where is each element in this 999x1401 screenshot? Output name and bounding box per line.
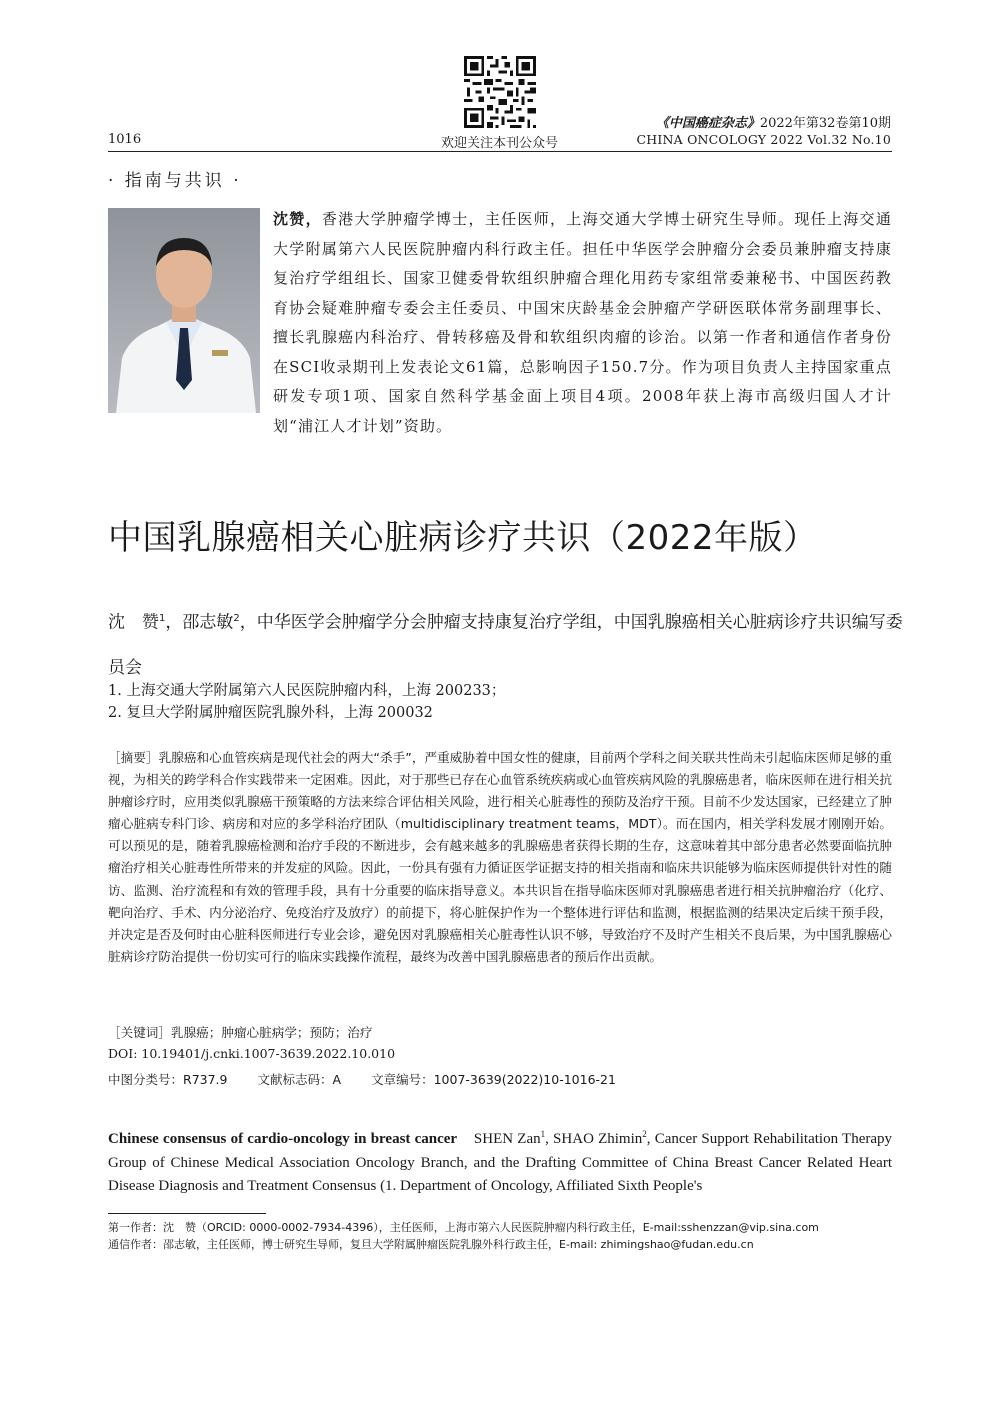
doc-code-label: 文献标志码： (257, 1072, 333, 1087)
journal-citation-en: CHINA ONCOLOGY 2022 Vol.32 No.10 (636, 132, 891, 147)
abstract (108, 747, 892, 968)
english-title: Chinese consensus of cardio-oncology in breast cancer (108, 1131, 458, 1147)
english-title-block (108, 1123, 892, 1199)
clc-label: 中图分类号： (108, 1072, 184, 1087)
affiliations (108, 680, 505, 724)
author-list (108, 596, 908, 691)
doc-code-value: A (332, 1072, 342, 1087)
page-number: 1016 (108, 132, 142, 147)
english-author-1-affil: 1 (540, 1129, 546, 1139)
bio-text: 香港大学肿瘤学博士，主任医师，上海交通大学博士研究生导师。现任上海交通大学附属第六人民医院肿瘤内科行政主任。担任中华医学会肿瘤分会委员兼肿瘤支持康复治疗学组组长、国家卫健委骨软组织肿瘤合理化用药专家组常委兼秘书、中国医药教育协会疑难肿瘤专委会主任委员、中国宋庆龄基金会肿瘤产学研医联体常务副理事长、擅长乳腺癌内科治疗、骨转移癌及骨和软组织肉瘤的诊治。以第一作者和通信作者身份在SCI收录期刊上发表论文61篇，总影响因子150.7分。作为项目负责人主持国家重点研发专项1项、国家自然科学基金面上项目4项。2008年获上海市高级归国人才计划“浦江人才计划”资助。 (273, 210, 892, 435)
affiliation-1: 1. 上海交通大学附属第六人民医院肿瘤内科，上海 200233； (108, 683, 506, 699)
footnote-corresponding-author: 通信作者：邵志敏，主任医师，博士研究生导师，复旦大学附属肿瘤医院乳腺外科行政主任，E-mail: zhimingshao@fudan.edu.cn (108, 1238, 754, 1251)
footnote-first-author: 第一作者：沈 赞（ORCID: 0000-0002-7934-4396），主任医师，上海市第六人民医院肿瘤内科行政主任，E-mail:sshenzzan@vip.sina.com (108, 1221, 819, 1234)
journal-citation-cn (656, 112, 891, 131)
author-sep: ， (165, 612, 183, 633)
clc-value: R737.9 (183, 1072, 228, 1087)
author-1-affil: 1 (159, 613, 166, 624)
bio-name: 沈赞， (273, 210, 322, 228)
qr-code (464, 56, 536, 128)
abstract-label: ［摘要］ (108, 750, 159, 765)
qr-code-graphic (464, 56, 536, 128)
doi: DOI: 10.19401/j.cnki.1007-3639.2022.10.010 (108, 1046, 396, 1061)
qr-caption: 欢迎关注本刊公众号 (440, 136, 558, 151)
english-author-2: , SHAO Zhimin (545, 1131, 643, 1147)
journal-name-cn: 《中国癌症杂志》 (655, 116, 760, 131)
article-number-label: 文章编号： (371, 1072, 434, 1087)
english-author-2-affil: 2 (642, 1129, 647, 1139)
author-bio (108, 205, 892, 441)
abstract-text: 乳腺癌和心血管疾病是现代社会的两大“杀手”，严重威胁着中国女性的健康，目前两个学科之间关联共性尚未引起临床医师足够的重视，为相关的跨学科合作实践带来一定困难。因此，对于那些已存在心血管系统疾病或心血管疾病风险的乳腺癌患者，临床医师在进行相关抗肿瘤诊疗时，应用类似乳腺癌干预策略的方法来综合评估相关风险，进行相关心脏毒性的预防及治疗干预。目前不少发达国家，已经建立了肿瘤心脏病专科门诊、病房和对应的多学科治疗团队（multidisciplinary treatment teams，MDT）。而在国内，相关学科发展才刚刚开始。可以预见的是，随着乳腺癌检测和治疗手段的不断进步，会有越来越多的乳腺癌患者获得长期的生存，这意味着其中部分患者必然要面临抗肿瘤治疗相关心脏毒性所带来的并发症的风险。因此，一份具有强有力循证医学证据支持的相关指南和临床共识能够为临床医师提供针对性的随访、监测、治疗流程和有效的管理手段，具有十分重要的临床指导意义。本共识旨在指导临床医师对乳腺癌患者进行相关抗肿瘤治疗（化疗、靶向治疗、手术、内分泌治疗、免疫治疗及放疗）的前提下，将心脏保护作为一个整体进行评估和监测，根据监测的结果决定后续干预手段，并决定是否及何时由心脏科医师进行专业会诊，避免因对乳腺癌相关心脏毒性认识不够，导致治疗不及时产生相关不良后果，为中国乳腺癌心脏病诊疗防治提供一份切实可行的临床实践操作流程，最终为改善中国乳腺癌患者的预后作出贡献。 (108, 750, 892, 964)
english-author-1: SHEN Zan (473, 1131, 541, 1147)
footnote-rule (108, 1213, 266, 1214)
author-groups: ，中华医学会肿瘤学分会肿瘤支持康复治疗学组，中国乳腺癌相关心脏病诊疗共识编写委员会 (108, 612, 903, 678)
section-label: · 指南与共识 · (108, 171, 242, 191)
keywords (108, 1022, 372, 1041)
header-rule (108, 151, 892, 152)
classification-line (108, 1070, 616, 1088)
journal-issue-cn: 2022年第32卷第10期 (759, 116, 891, 131)
article-title: 中国乳腺癌相关心脏病诊疗共识（2022年版） (108, 518, 818, 558)
keywords-text: 乳腺癌；肿瘤心脏病学；预防；治疗 (170, 1025, 373, 1040)
author-2: 邵志敏 (182, 612, 234, 633)
keywords-label: ［关键词］ (108, 1025, 171, 1040)
author-1: 沈 赞 (108, 612, 159, 633)
photo-space (108, 205, 273, 441)
author-2-affil: 2 (233, 613, 240, 624)
english-groups-affiliation: , Cancer Support Rehabilitation Therapy Group of Chinese Medical Association Oncology Branch, and the Drafting Committee of China Breast Cancer Related Heart Disease Diagnosis and Treatment Consensus (1. Department of Oncology, Affiliated Sixth People's (108, 1131, 892, 1194)
footnotes (108, 1219, 908, 1253)
article-number-value: 1007-3639(2022)10-1016-21 (433, 1072, 616, 1087)
affiliation-2: 2. 复旦大学附属肿瘤医院乳腺外科，上海 200032 (108, 705, 433, 721)
